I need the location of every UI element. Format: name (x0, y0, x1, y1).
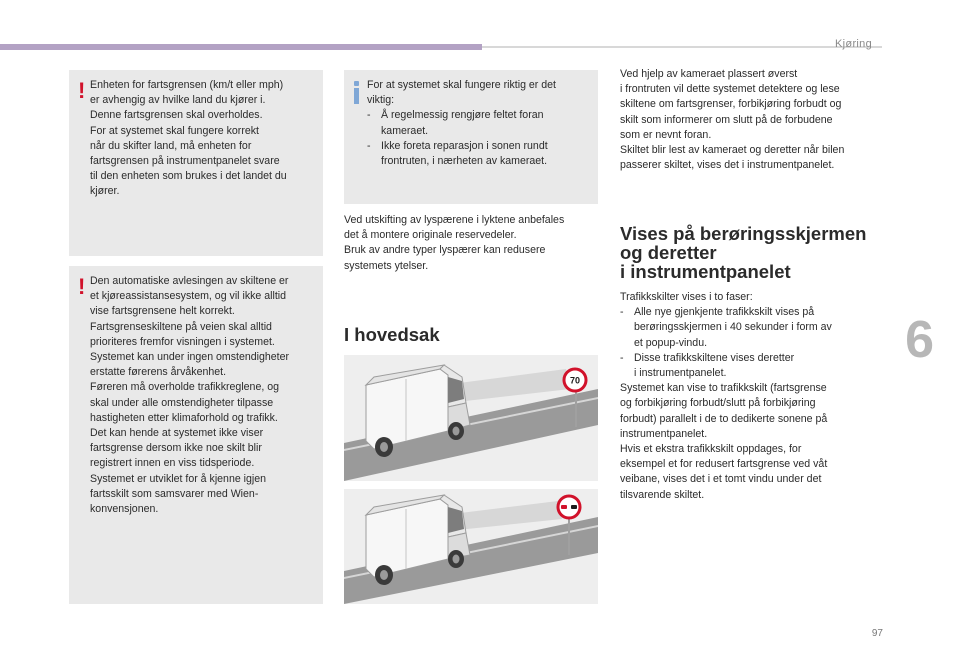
text-line: skiltene om fartsgrenser, forbikjøring forbudt og (620, 98, 842, 111)
text-line: Ved utskifting av lyspærene i lyktene anbefales (344, 214, 565, 226)
header-rule (482, 46, 882, 48)
text-line: et kjøreassistansesystem, og vil ikke alltid (90, 290, 287, 303)
text-line: Systemet kan under ingen omstendigheter (90, 351, 290, 364)
text-line: kjører. (90, 185, 120, 198)
text-line: eksempel et for redusert fartsgrense ved våt (620, 458, 828, 471)
text-line: er avhengig av hvilke land du kjører i. (90, 94, 266, 107)
text-line: hastigheten etter klimaforhold og trafikk. (90, 411, 278, 424)
text-line: Bruk av andre typer lyspærer kan redusere (344, 244, 546, 257)
text-line: fartsgrensen på instrumentpanelet svare (90, 155, 280, 168)
text-line: når du skifter land, må enheten for (90, 139, 252, 152)
text-line: Fartsgrenseskiltene på veien skal alltid (90, 320, 272, 333)
list-item: - Ikke foreta reparasjon i sonen rundt frontruten, i nærheten av kameraet. (367, 139, 595, 169)
text-line: fartsskilt som samsvarer med Wien- (90, 487, 259, 500)
van-no-overtaking-drawing (344, 489, 598, 604)
text-line: vise fartsgrensene helt korrekt. (90, 305, 235, 318)
illustration-no-overtaking-sign (344, 489, 598, 604)
text-line: Det kan hende at systemet ikke viser (90, 427, 264, 440)
text-line: veibane, vises det i et tomt vindu under det (620, 473, 822, 486)
text-line: Systemet er utviklet for å kjenne igjen (90, 472, 267, 485)
text-line: instrumentpanelet. (620, 427, 708, 440)
text-line: systemets ytelser. (344, 259, 429, 272)
text-line: Ved hjelp av kameraet plassert øverst (620, 68, 798, 80)
warning-box-units (69, 70, 323, 256)
text-line: viktig: (367, 94, 395, 107)
bulb-paragraph (344, 213, 604, 274)
info-text (367, 78, 595, 169)
text-line: som er nevnt foran. (620, 128, 712, 141)
text-line: konvensjonen. (90, 503, 159, 516)
page-number: 97 (871, 628, 883, 639)
text-line: til den enheten som brukes i det landet du (90, 170, 287, 183)
phases-list (620, 305, 882, 381)
exclamation-icon: ! (78, 274, 86, 299)
text-line: Skiltet blir lest av kameraet og deretter når bilen (620, 144, 845, 157)
list-item: - Å regelmessig rengjøre feltet foran kameraet. (367, 108, 595, 138)
text-line: Trafikkskilter vises i to faser: (620, 291, 753, 303)
text-line: Enheten for fartsgrensen (km/t eller mph) (90, 79, 284, 91)
section-heading: I hovedsak (344, 324, 440, 345)
info-box (344, 70, 598, 204)
warning-box-reliability (69, 266, 323, 604)
text-line: Føreren må overholde trafikkreglene, og (90, 381, 280, 394)
text-line: For at systemet skal fungere riktig er det (367, 79, 556, 91)
warning-text (90, 78, 322, 200)
text-line: Den automatiske avlesingen av skiltene er (90, 275, 289, 287)
text-line: skilt som informerer om slutt på de forbudene (620, 113, 833, 126)
display-phases (620, 290, 882, 503)
text-line: prioriteres fremfor visningen i systemet. (90, 335, 275, 348)
van-speed-sign-drawing (344, 355, 598, 481)
text-line: fartsgrense dersom ikke noe skilt blir (90, 442, 262, 455)
text-line: For at systemet skal fungere korrekt (90, 124, 259, 137)
text-line: skal under alle omstendigheter tilpasse (90, 396, 274, 409)
illustration-speed-sign (344, 355, 598, 481)
info-list (367, 108, 595, 169)
text-line: Denne fartsgrensen skal overholdes. (90, 109, 263, 122)
text-line: passerer skiltet, vises det i instrumentpanelet. (620, 159, 835, 172)
warning-text (90, 274, 322, 517)
text-line: forbudt) parallelt i de to dedikerte sonene på (620, 412, 828, 425)
list-item: - Alle nye gjenkjente trafikkskilt vises på berøringsskjermen i 40 sekunder i form av et popup-vindu. (620, 305, 882, 351)
chapter-number: 6 (905, 311, 934, 369)
section-heading: Vises på berøringsskjermen og deretter i instrumentpanelet (620, 223, 867, 282)
text-line: tilsvarende skiltet. (620, 488, 705, 501)
text-line: registrert innen en viss tidsperiode. (90, 457, 255, 470)
list-item: - Disse trafikkskiltene vises deretter i instrumentpanelet. (620, 351, 882, 381)
text-line: Hvis et ekstra trafikkskilt oppdages, for (620, 443, 802, 456)
intro-paragraph (620, 67, 880, 173)
header-accent-bar (0, 44, 482, 50)
info-icon (354, 81, 359, 104)
text-line: i frontruten vil dette systemet detektere og lese (620, 83, 840, 96)
text-line: det å montere originale reservedeler. (344, 229, 517, 242)
text-line: Systemet kan vise to trafikkskilt (fartsgrense (620, 382, 827, 395)
exclamation-icon: ! (78, 78, 86, 103)
text-line: og forbikjøring forbudt/slutt på forbikjøring (620, 397, 816, 410)
text-line: erstatte førerens årvåkenhet. (90, 366, 227, 379)
chapter-title: Kjøring (835, 38, 872, 50)
svg-text:70: 70 (569, 375, 581, 386)
